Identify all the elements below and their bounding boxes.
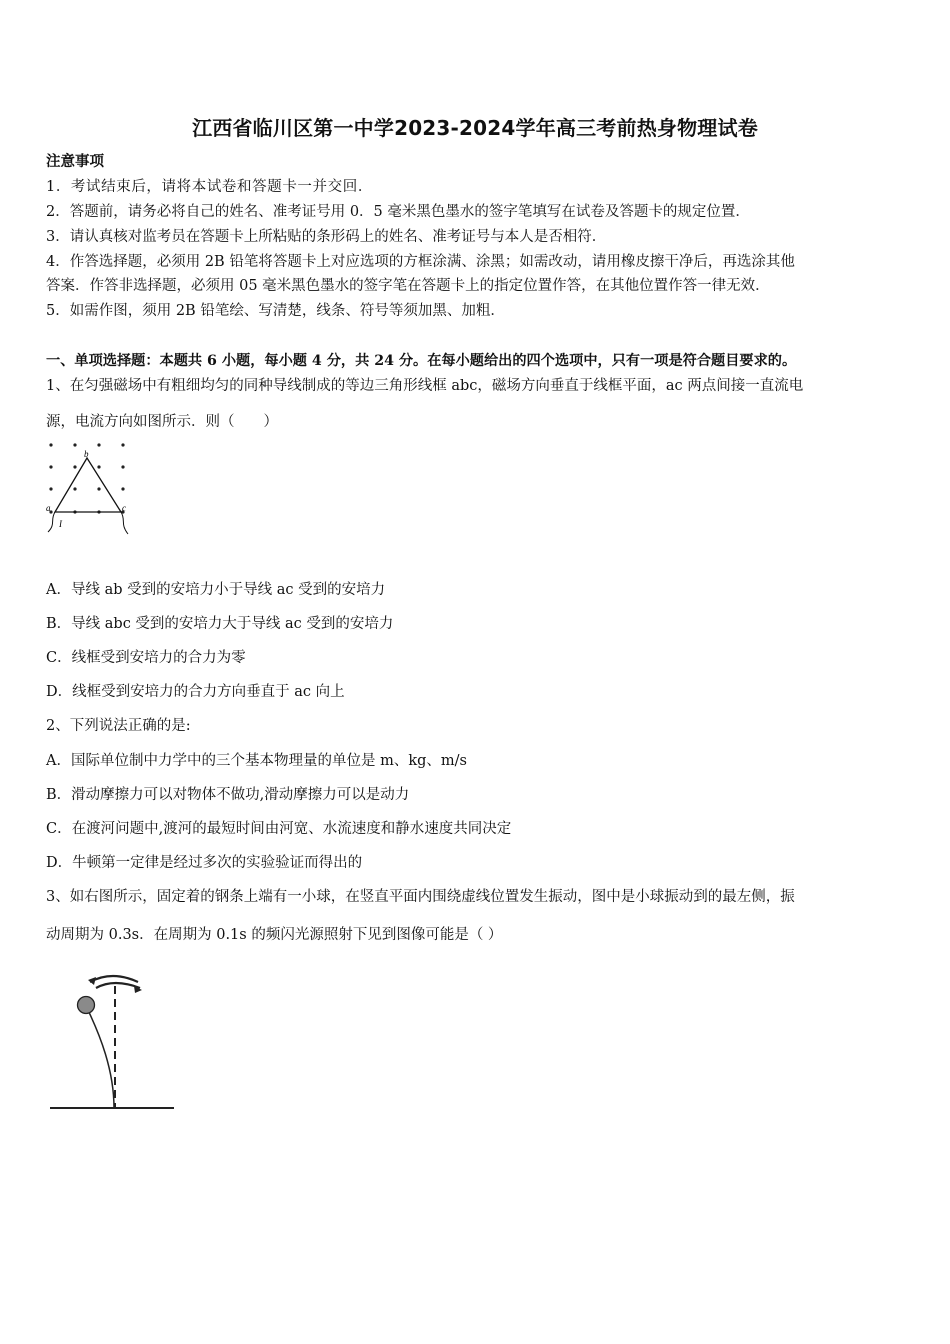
vertex-a-label: a — [46, 503, 51, 513]
notice-heading: 注意事项 — [46, 153, 104, 170]
small-ball — [78, 997, 95, 1014]
vertex-c-label: c — [122, 503, 126, 513]
notice-item: 3．请认真核对监考员在答题卡上所粘贴的条形码上的姓名、准考证号与本人是否相符． — [46, 229, 607, 245]
question-2-option: C．在渡河问题中,渡河的最短时间由河宽、水流速度和静水速度共同决定 — [46, 821, 512, 837]
steel-rod — [87, 1008, 114, 1108]
question-2-option: A．国际单位制中力学中的三个基本物理量的单位是 m、kg、m/s — [46, 753, 467, 769]
lead-wire-left — [48, 512, 55, 532]
triangle-abc — [55, 458, 121, 512]
notice-item: 5．如需作图，须用 2B 铅笔绘、写清楚，线条、符号等须加黑、加粗． — [46, 303, 505, 319]
question-1-stem-cont: 源，电流方向如图所示．则（ ） — [46, 414, 278, 430]
question-1-stem: 1、在匀强磁场中有粗细均匀的同种导线制成的等边三角形线框 abc，磁场方向垂直于线框平面，ac 两点间接一直流电 — [46, 378, 804, 394]
question-3-stem: 3、如右图所示，固定着的钢条上端有一小球，在竖直平面内围绕虚线位置发生振动，图中是小球振动到的最左侧，振 — [46, 889, 795, 905]
vertex-b-label: b — [84, 449, 89, 459]
triangle-frame-figure — [42, 436, 137, 541]
question-2-stem: 2、下列说法正确的是: — [46, 718, 191, 734]
oscillation-arrow-top — [90, 976, 138, 982]
notice-item: 答案．作答非选择题，必须用 05 毫米黑色墨水的签字笔在答题卡上的指定位置作答，在其他位置作答一律无效． — [46, 278, 770, 294]
question-1-option: B．导线 abc 受到的安培力大于导线 ac 受到的安培力 — [46, 616, 394, 632]
lead-wire-right — [121, 512, 128, 534]
arrow-head-left — [88, 977, 96, 985]
vibrating-rod-figure — [44, 960, 184, 1115]
oscillation-arrow-bottom — [96, 983, 140, 988]
current-label: I — [59, 519, 62, 529]
question-3-stem-cont: 动周期为 0.3s．在周期为 0.1s 的频闪光源照射下见到图像可能是（ ） — [46, 927, 503, 943]
question-1-option: A．导线 ab 受到的安培力小于导线 ac 受到的安培力 — [46, 582, 386, 598]
notice-item: 2．答题前，请务必将自己的姓名、准考证号用 0．5 毫米黑色墨水的签字笔填写在试卷及答题卡的规定位置． — [46, 204, 750, 220]
notice-item: 1．考试结束后，请将本试卷和答题卡一并交回． — [46, 179, 373, 195]
question-1-option: D．线框受到安培力的合力方向垂直于 ac 向上 — [46, 684, 345, 700]
question-1-option: C．线框受到安培力的合力为零 — [46, 650, 246, 666]
section-heading: 一、单项选择题：本题共 6 小题，每小题 4 分，共 24 分。在每小题给出的四个选项中，只有一项是符合题目要求的。 — [46, 353, 797, 369]
page-title: 江西省临川区第一中学2023-2024学年高三考前热身物理试卷 — [192, 116, 758, 140]
notice-item: 4．作答选择题，必须用 2B 铅笔将答题卡上对应选项的方框涂满、涂黑；如需改动，请用橡皮擦干净后，再选涂其他 — [46, 254, 795, 270]
question-2-option: B．滑动摩擦力可以对物体不做功,滑动摩擦力可以是动力 — [46, 787, 410, 803]
question-2-option: D．牛顿第一定律是经过多次的实验验证而得出的 — [46, 855, 363, 871]
